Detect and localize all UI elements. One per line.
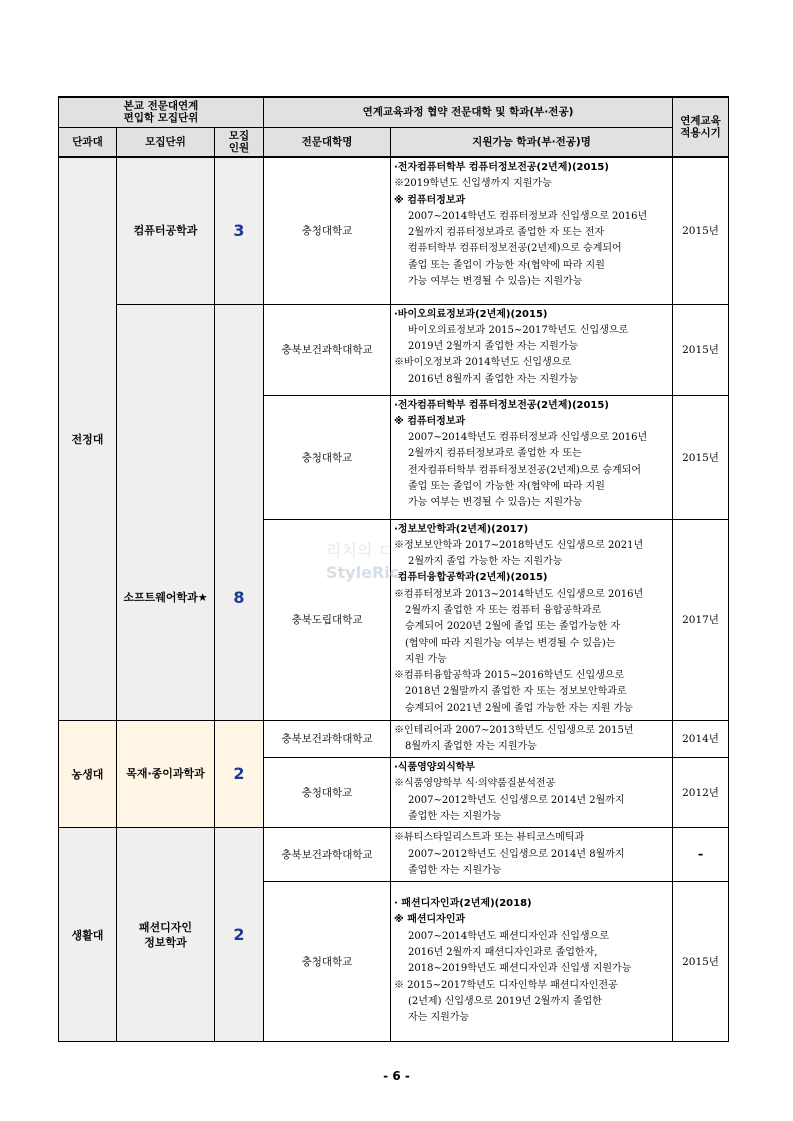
school-cell: 충청대학교 [264, 157, 391, 304]
major-desc-line: ※뷰티스타일리스트과 또는 뷰티코스메틱과 [394, 832, 585, 844]
header-unit: 모집단위 [117, 127, 215, 157]
header-recruit-unit-group: 본교 전문대연계 편입학 모집단위 [59, 97, 264, 127]
major-desc-line: ※바이오정보과 2014학년도 신입생으로 [394, 357, 572, 369]
major-desc-line: 2016년 8월까지 졸업한 자는 지원가능 [408, 373, 579, 385]
major-desc-line: 졸업한 자는 지원가능 [408, 864, 502, 876]
major-desc-line: ·식품영양외식학부 [394, 762, 476, 774]
major-desc-cell [391, 758, 673, 828]
major-desc-line: ※2019학년도 신입생까지 지원가능 [394, 178, 552, 190]
major-desc-line: ·전자컴퓨터학부 컴퓨터정보전공(2년제)(2015) [394, 162, 609, 173]
major-desc-line: 졸업 또는 졸업이 가능한 자(협약에 따라 지원 [408, 259, 605, 271]
major-desc-line: ※ 2015∼2017학년도 디자인학부 패션디자인전공 [394, 979, 618, 991]
unit-cell [117, 304, 215, 720]
major-desc-line: ·전자컴퓨터학부 컴퓨터정보전공(2년제)(2015) [394, 399, 609, 411]
major-desc-line: 가능 여부는 변경될 수 있음)는 지원가능 [408, 497, 583, 509]
school-cell: 충청대학교 [264, 882, 391, 1042]
major-desc-line: 2007∼2014학년도 패션디자인과 신입생으로 [408, 930, 609, 942]
major-desc-cell [391, 395, 673, 519]
major-desc-line: 승계되어 2020년 2월에 졸업 또는 졸업가능한 자 [405, 621, 621, 633]
apply-year-cell: 2015년 [673, 157, 729, 304]
major-desc-line: 2016년 2월까지 패션디자인과로 졸업한자, [408, 947, 598, 959]
header-major: 지원가능 학과(부·전공)명 [391, 127, 673, 157]
major-desc-line: ·컴퓨터융합공학과(2년제)(2015) [394, 572, 548, 584]
major-desc-line: 2007∼2012학년도 신입생으로 2014년 8월까지 [408, 848, 625, 860]
quota-cell: 2 [215, 828, 264, 1042]
apply-year-cell: 2015년 [673, 304, 729, 395]
apply-year-cell: 2015년 [673, 395, 729, 519]
major-desc-line: ※인테리어과 2007∼2013학년도 신입생으로 2015년 [394, 724, 634, 736]
school-cell: 충북보건과학대학교 [264, 720, 391, 758]
major-desc-cell [391, 720, 673, 758]
major-desc-line: 지원 가능 [405, 653, 447, 665]
major-desc-cell [391, 157, 673, 304]
school-cell: 충청대학교 [264, 395, 391, 519]
transfer-program-table [58, 96, 729, 1042]
major-desc-line: 2018∼2019학년도 패션디자인과 신입생 지원가능 [408, 963, 632, 975]
major-desc-line: 2018년 2월말까지 졸업한 자 또는 정보보안학과로 [405, 686, 627, 698]
major-desc-line: 컴퓨터학부 컴퓨터정보전공(2년제)으로 승계되어 [408, 243, 622, 255]
unit-cell: 목재·종이과학과 [117, 720, 215, 828]
unit-name: 소프트웨어학과★ [123, 590, 208, 604]
watermark-line: StyleRic [326, 563, 400, 582]
major-desc-cell [391, 882, 673, 1042]
major-desc-line: ※ 패션디자인과 [394, 914, 466, 926]
quota-cell [215, 304, 264, 720]
major-desc-line: 졸업한 자는 지원가능 [408, 810, 502, 822]
major-desc-line: ※식품영양학부 식·의약품질분석전공 [394, 778, 556, 790]
header-partner-college-group: 연계교육과정 협약 전문대학 및 학과(부·전공) [264, 97, 673, 127]
major-desc-line: 2007∼2012학년도 신입생으로 2014년 2월까지 [408, 794, 625, 806]
major-desc-line: 졸업 또는 졸업이 가능한 자(협약에 따라 지원 [408, 480, 605, 492]
major-desc-line: (2년제) 신입생으로 2019년 2월까지 졸업한 [408, 995, 602, 1007]
major-desc-line: 전자컴퓨터학부 컴퓨터정보전공(2년제)으로 승계되어 [408, 464, 642, 476]
major-desc-line: ※ 컴퓨터정보과 [394, 415, 466, 427]
header-apply-time: 연계교육 적용시기 [673, 97, 729, 157]
college-cell: 농생대 [59, 720, 117, 828]
major-desc-line: 2019년 2월까지 졸업한 자는 지원가능 [408, 341, 579, 353]
major-desc-line: 바이오의료정보과 2015∼2017학년도 신입생으로 [408, 324, 629, 336]
major-desc-line: (협약에 따라 지원가능 여부는 변경될 수 있음)는 [405, 637, 616, 649]
quota-cell: 3 [215, 157, 264, 304]
watermark-line: 리치의 ㄷ [326, 541, 393, 560]
major-desc-line: 자는 지원가능 [408, 1012, 470, 1024]
quota-value: 8 [233, 587, 245, 607]
college-cell: 생활대 [59, 828, 117, 1042]
major-desc-line: 2월까지 컴퓨터정보과로 졸업한 자 또는 전자 [408, 227, 605, 239]
major-desc-line: 2월까지 졸업 가능한 자는 지원가능 [408, 556, 563, 568]
major-desc-line: 2007∼2014학년도 컴퓨터정보과 신입생으로 2016년 [408, 210, 648, 222]
major-desc-line: 2월까지 졸업한 자 또는 컴퓨터 융합공학과로 [405, 604, 602, 616]
major-desc-line: ※ 컴퓨터정보과 [394, 194, 466, 206]
header-school: 전문대학명 [264, 127, 391, 157]
major-desc-line: ※컴퓨터융합공학과 2015∼2016학년도 신입생으로 [394, 670, 625, 682]
major-desc-cell [391, 519, 673, 720]
school-cell: 충북보건과학대학교 [264, 828, 391, 882]
major-desc-cell [391, 304, 673, 395]
apply-year-cell: 2014년 [673, 720, 729, 758]
school-cell: 충북도립대학교 [264, 519, 391, 720]
major-desc-line: 승계되어 2021년 2월에 졸업 가능한 자는 지원 가능 [405, 702, 633, 714]
major-desc-line: 2월까지 컴퓨터정보과로 졸업한 자 또는 [408, 448, 582, 460]
header-quota: 모집 인원 [215, 127, 264, 157]
header-college: 단과대 [59, 127, 117, 157]
major-desc-line: 2007∼2014학년도 컴퓨터정보과 신입생으로 2016년 [408, 432, 648, 444]
major-desc-line: ·바이오의료정보과(2년제)(2015) [394, 308, 548, 320]
major-desc-cell [391, 828, 673, 882]
major-desc-line: ·정보보안학과(2년제)(2017) [394, 523, 529, 535]
school-cell: 충청대학교 [264, 758, 391, 828]
apply-year-cell: - [673, 828, 729, 882]
apply-year-cell: 2017년 [673, 519, 729, 720]
quota-cell: 2 [215, 720, 264, 828]
major-desc-line: ※정보보안학과 2017∼2018학년도 신입생으로 2021년 [394, 539, 644, 551]
college-cell: 전정대 [59, 157, 117, 720]
unit-cell: 패션디자인 정보학과 [117, 828, 215, 1042]
apply-year-cell: 2012년 [673, 758, 729, 828]
major-desc-line: 8월까지 졸업한 자는 지원가능 [405, 740, 537, 752]
page-number: - 6 - [383, 1069, 410, 1083]
major-desc-line: ※컴퓨터정보과 2013∼2014학년도 신입생으로 2016년 [394, 588, 644, 600]
unit-cell: 컴퓨터공학과 [117, 157, 215, 304]
school-cell: 충북보건과학대학교 [264, 304, 391, 395]
major-desc-line: · 패션디자인과(2년제)(2018) [394, 898, 532, 910]
major-desc-line: 가능 여부는 변경될 수 있음)는 지원가능 [408, 276, 583, 288]
apply-year-cell: 2015년 [673, 882, 729, 1042]
